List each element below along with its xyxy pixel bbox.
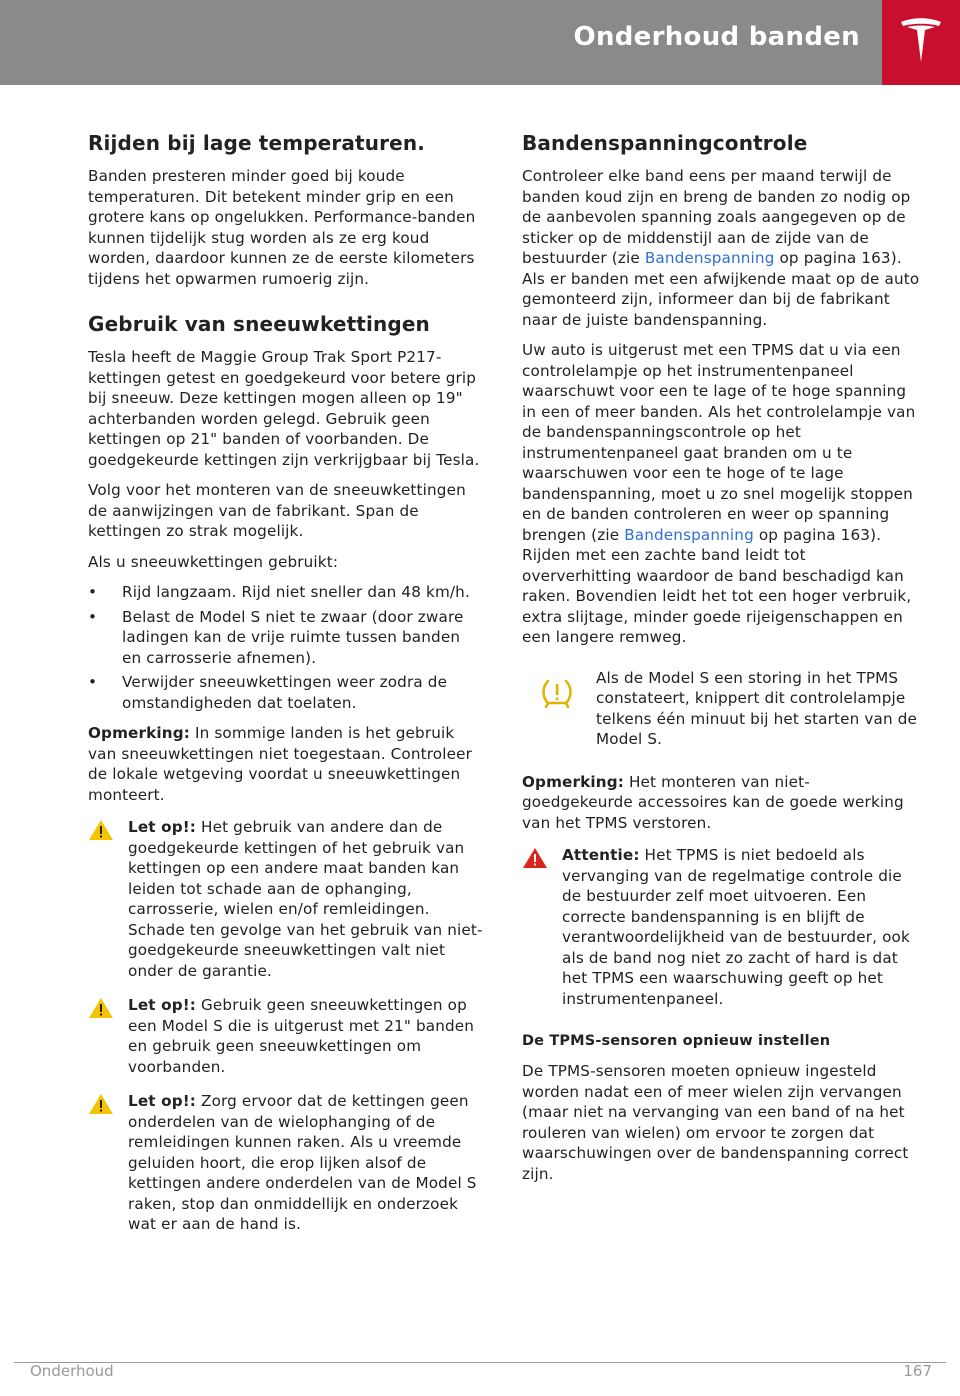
left-column: [88, 130, 484, 1249]
tesla-logo-icon: [899, 16, 943, 66]
footer-section: Onderhoud: [30, 1362, 114, 1380]
tpms-note: Opmerking: Het monteren van niet-goedgekeurde accessoires kan de goede werking van het TPMS verstoren.: [522, 772, 904, 832]
cold-text: Banden presteren minder goed bij koude temperaturen. Dit betekent minder grip en een grotere kans op ongelukken. Performance-banden kunnen tijdelijk stug worden als ze erg koud worden, daardoor kunnen ze de eerste kilometers tijdens het opwarmen rumoerig zijn.: [88, 167, 476, 288]
brand-logo: [882, 0, 960, 85]
page-title: Onderhoud banden: [573, 22, 860, 52]
chains-paragraph-3: Als u sneeuwkettingen gebruikt:: [88, 552, 339, 571]
page-header: [0, 0, 882, 85]
cold-heading: Rijden bij lage temperaturen.: [88, 131, 425, 155]
tpms-warning-icon: [540, 678, 574, 708]
bullet-icon: •: [88, 583, 98, 601]
tpms-heading: Bandenspanningcontrole: [522, 131, 808, 155]
caution-triangle-icon: [88, 1093, 114, 1115]
footer-divider: [14, 1362, 946, 1363]
chains-bullet-list: [88, 582, 484, 713]
chains-heading: Gebruik van sneeuwkettingen: [88, 312, 430, 336]
reset-text: De TPMS-sensoren moeten opnieuw ingesteld worden nadat een of meer wielen zijn vervangen (maar niet na vervanging van een band of na het rouleren van wielen) om ervoor te zorgen dat waarschuwingen over de bandenspanning correct zijn.: [522, 1062, 909, 1183]
caution-triangle-icon: [88, 997, 114, 1019]
caution-block: Let op!: Het gebruik van andere dan de goedgekeurde kettingen of het gebruik van kettingen op een andere maat banden kan leiden tot schade aan de ophanging, carrosserie, wielen en/of remleidingen. Schade ten gevolge van het gebruik van niet-goedgekeurde sneeuwkettingen valt niet onder de garantie.: [88, 817, 484, 981]
reset-heading: De TPMS-sensoren opnieuw instellen: [522, 1033, 831, 1049]
caution-triangle-icon: [88, 819, 114, 841]
right-column: [522, 130, 920, 1194]
list-item: • Belast de Model S niet te zwaar (door zware ladingen kan de vrije ruimte tussen banden en carrosserie afnemen).: [88, 607, 464, 667]
tpms-paragraph-1: Controleer elke band eens per maand terwijl de banden koud zijn en breng de banden zo nodig op de aanbevolen spanning zoals aangegeven op de sticker op de middenstijl aan de zijde van de bestuurder (zie Bandenspanning op pagina 163). Als er banden met een afwijkende maat op de auto gemonteerd zijn, informeer dan bij de fabrikant naar de juiste bandenspanning.: [522, 167, 920, 329]
chains-paragraph-1: Tesla heeft de Maggie Group Trak Sport P217-kettingen getest en goedgekeurd voor betere grip bij sneeuw. Deze kettingen mogen alleen op 19" achterbanden worden gelegd. Gebruik geen kettingen op 21" banden of voorbanden. De goedgekeurde kettingen zijn verkrijgbaar bij Tesla.: [88, 348, 480, 469]
chains-note: Opmerking: In sommige landen is het gebruik van sneeuwkettingen niet toegestaan. Controleer de lokale wetgeving voordat u sneeuwkettingen monteert.: [88, 724, 473, 804]
bandenspanning-link[interactable]: Bandenspanning: [624, 525, 754, 544]
bullet-icon: •: [88, 607, 98, 626]
page-number: 167: [903, 1362, 932, 1380]
caution-block: Let op!: Zorg ervoor dat de kettingen geen onderdelen van de wielophanging of de remleidingen kunnen raken. Als u vreemde geluiden hoort, die erop lijken alsof de kettingen andere onderdelen van de Model S raken, stop dan onmiddellijk en onderzoek wat er aan de hand is.: [88, 1091, 484, 1235]
warning-triangle-icon: [522, 847, 548, 869]
caution-block: Let op!: Gebruik geen sneeuwkettingen op een Model S die is uitgerust met 21" banden en gebruik geen sneeuwkettingen om voorbanden.: [88, 995, 484, 1077]
bandenspanning-link[interactable]: Bandenspanning: [644, 249, 775, 267]
tpms-indicator-block: Als de Model S een storing in het TPMS constateert, knippert dit controlelampje telkens één minuut bij het starten van de Model S.: [522, 668, 920, 750]
list-item: • Verwijder sneeuwkettingen weer zodra de omstandigheden dat toelaten.: [88, 673, 448, 712]
bullet-icon: •: [88, 673, 98, 691]
tpms-paragraph-2: Uw auto is uitgerust met een TPMS dat u via een controlelampje op het instrumentenpaneel waarschuwt voor een te lage of te hoge spanning in een of meer banden. Als het controlelampje van de bandenspanningscontrole op het instrumentenpaneel gaat branden om u te waarschuwen voor een te hoge of te lage bandenspanning, moet u zo snel mogelijk stoppen en de banden controleren en weer op spanning brengen (zie Bandenspanning op pagina 163). Rijden met een zachte band leidt tot oververhitting waardoor de band beschadigd kan raken. Bovendien leidt het tot een hoger verbruik, extra slijtage, minder goede rijeigenschappen en een langere remweg.: [522, 341, 916, 646]
warning-block: Attentie: Het TPMS is niet bedoeld als vervanging van de regelmatige controle die de bestuurder zelf moet uitvoeren. Een correcte bandenspanning is en blijft de verantwoordelijkheid van de bestuurder, ook als de band nog niet zo zacht of hard is dat het TPMS een waarschuwing geeft op het instrumentenpaneel.: [522, 845, 920, 1009]
list-item: • Rijd langzaam. Rijd niet sneller dan 48 km/h.: [88, 583, 470, 601]
chains-paragraph-2: Volg voor het monteren van de sneeuwkettingen de aanwijzingen van de fabrikant. Span de kettingen zo strak mogelijk.: [88, 481, 466, 540]
